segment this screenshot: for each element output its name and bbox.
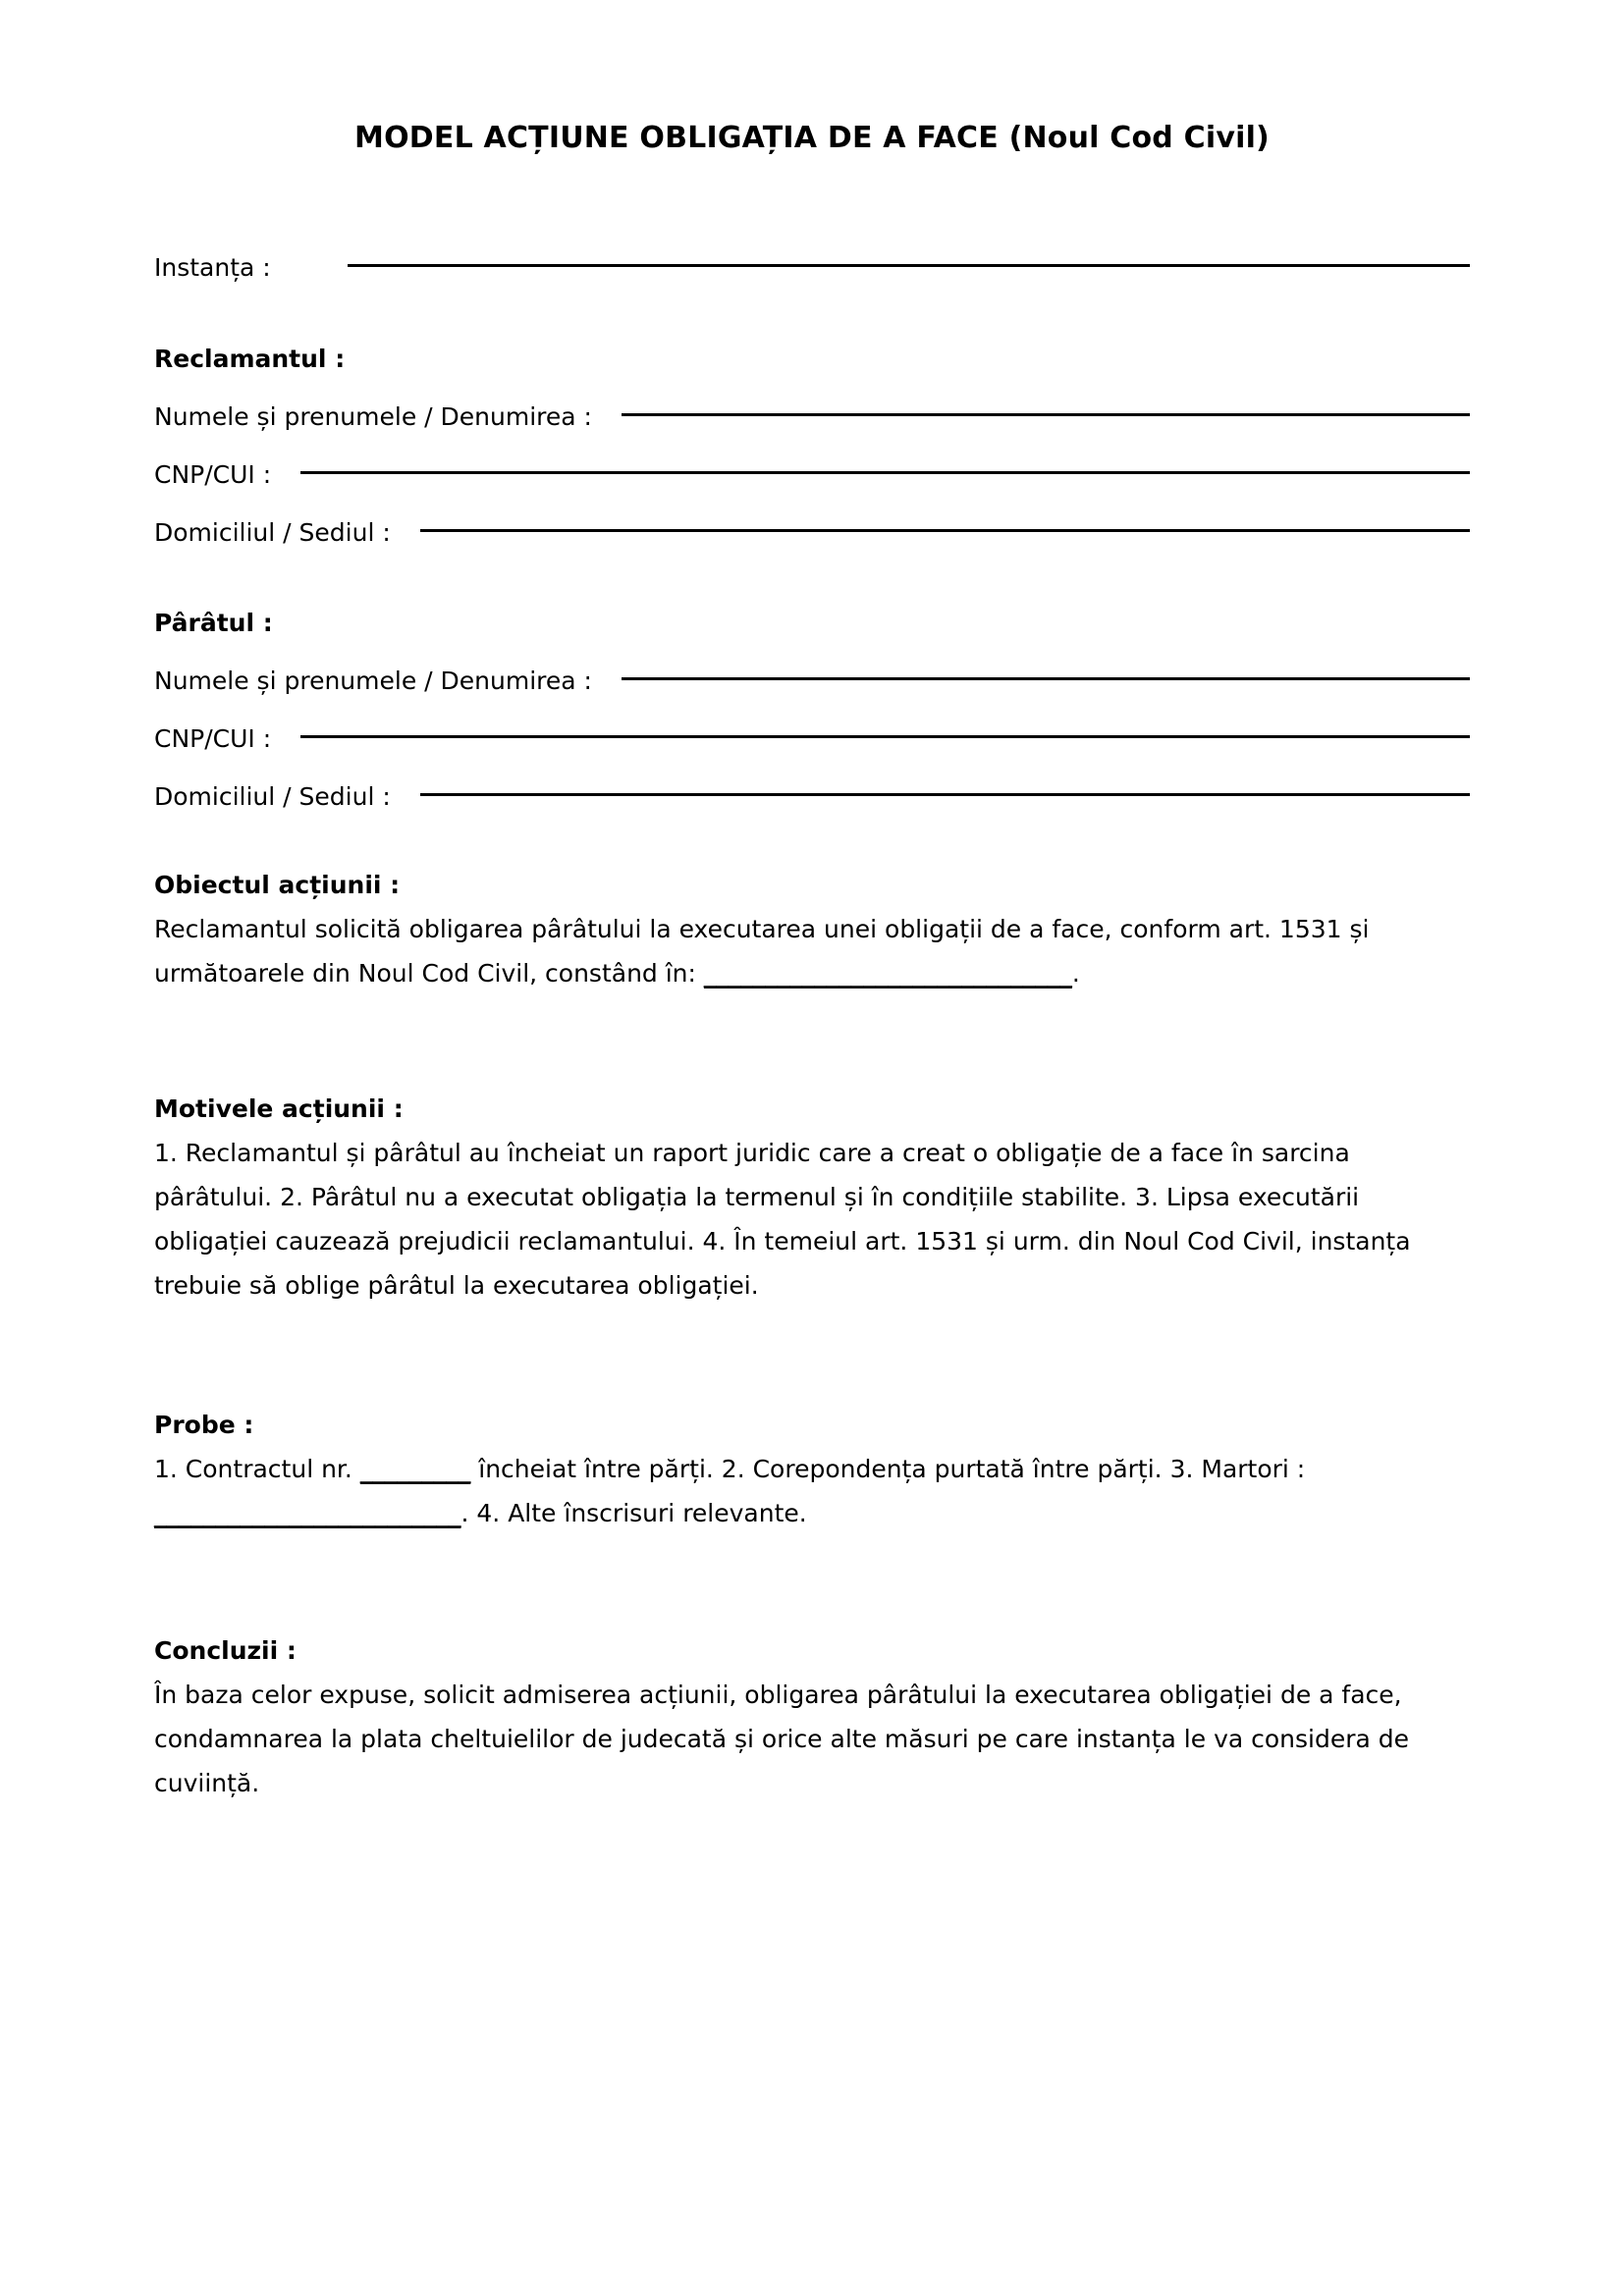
probe-paragraph bbox=[154, 1447, 1470, 1535]
section-heading-reclamant: Reclamantul : bbox=[154, 344, 346, 373]
field-row-parat-nume bbox=[154, 645, 1470, 703]
section-heading-motive: Motivele acțiunii : bbox=[154, 1094, 404, 1123]
probe-text-part2: încheiat între părți. 2. Corepondența purtată între părți. 3. Martori : bbox=[470, 1454, 1306, 1483]
motive-paragraph: 1. Reclamantul și pârâtul au încheiat un raport juridic care a creat o obligație de a face în sarcina pârâtului. 2. Pârâtul nu a executat obligația la termenul și în condițiile stabilite. 3. Lipsa executării obligației cauzează prejudicii reclamantului. 4. În temeiul art. 1531 și urm. din Noul Cod Civil, instanța trebuie să oblige pârâtul la executarea obligației. bbox=[154, 1138, 1411, 1300]
probe-contract-number-blank[interactable]: _________ bbox=[359, 1454, 471, 1483]
field-row-parat-domiciliu bbox=[154, 761, 1470, 819]
parat-domiciliu-label: Domiciliul / Sediul : bbox=[154, 781, 391, 811]
parat-nume-label: Numele și prenumele / Denumirea : bbox=[154, 666, 592, 695]
probe-text-part1: 1. Contractul nr. bbox=[154, 1454, 360, 1483]
instanta-label: Instanța : bbox=[154, 252, 271, 282]
parat-nume-input-line[interactable] bbox=[592, 645, 1470, 689]
obiect-text-after: . bbox=[1071, 958, 1080, 988]
section-heading-probe: Probe : bbox=[154, 1410, 254, 1439]
field-row-reclamant-cnp bbox=[154, 439, 1470, 497]
reclamant-domiciliu-input-line[interactable] bbox=[391, 497, 1470, 541]
section-heading-obiect: Obiectul acțiunii : bbox=[154, 870, 401, 899]
obiect-text-before: Reclamantul solicită obligarea pârâtului la executarea unei obligații de a face, conform art. 1531 și următoarele din Noul Cod Civil, constând în: bbox=[154, 914, 1370, 988]
field-row-reclamant-domiciliu bbox=[154, 497, 1470, 555]
section-heading-parat: Pârâtul : bbox=[154, 608, 273, 637]
section-heading-concluzii: Concluzii : bbox=[154, 1635, 297, 1665]
parat-cnp-input-line[interactable] bbox=[271, 703, 1470, 747]
reclamant-domiciliu-label: Domiciliul / Sediul : bbox=[154, 517, 391, 547]
parat-domiciliu-input-line[interactable] bbox=[391, 761, 1470, 805]
page-title: MODEL ACȚIUNE OBLIGAȚIA DE A FACE (Noul Cod Civil) bbox=[354, 121, 1270, 155]
document-content bbox=[154, 0, 1470, 1805]
probe-text-part3: . 4. Alte înscrisuri relevante. bbox=[460, 1498, 807, 1527]
reclamant-cnp-label: CNP/CUI : bbox=[154, 459, 272, 489]
concluzii-paragraph: În baza celor expuse, solicit admiserea acțiunii, obligarea pârâtului la executarea obligației de a face, condamnarea la plata cheltuielilor de judecată și orice alte măsuri pe care instanța le va considera de cuviință. bbox=[154, 1680, 1410, 1797]
instanta-input-line[interactable] bbox=[271, 232, 1470, 276]
obiect-blank-field[interactable]: ______________________________ bbox=[703, 958, 1072, 988]
field-row-reclamant-nume bbox=[154, 381, 1470, 439]
reclamant-nume-input-line[interactable] bbox=[592, 381, 1470, 425]
reclamant-cnp-input-line[interactable] bbox=[271, 439, 1470, 483]
probe-martori-blank[interactable]: _________________________ bbox=[154, 1498, 461, 1527]
field-row-parat-cnp bbox=[154, 703, 1470, 761]
parat-cnp-label: CNP/CUI : bbox=[154, 723, 272, 753]
reclamant-nume-label: Numele și prenumele / Denumirea : bbox=[154, 401, 592, 431]
field-row-instanta bbox=[154, 232, 1470, 290]
obiect-paragraph bbox=[154, 907, 1470, 995]
